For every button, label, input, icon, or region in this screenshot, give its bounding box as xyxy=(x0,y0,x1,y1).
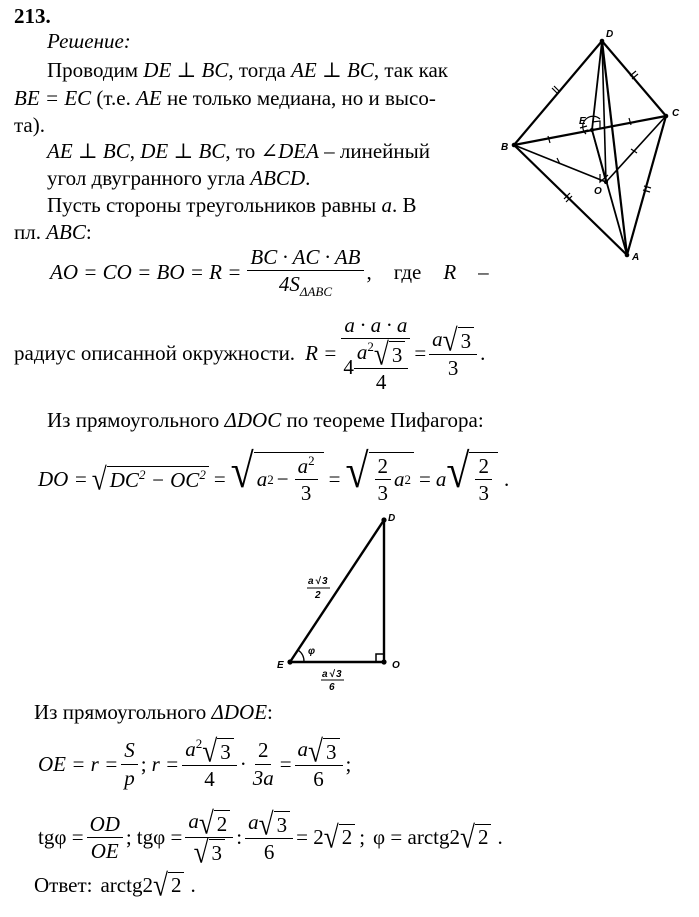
leg-label-den: 6 xyxy=(329,682,335,693)
edge-DC xyxy=(602,41,666,116)
paragraph-3-line-2: пл. ABC: xyxy=(14,220,92,244)
solution-title: Решение: xyxy=(47,29,131,53)
hyp-label-den: 2 xyxy=(315,590,321,601)
leg-label-sqrt: √ xyxy=(329,669,335,680)
formula-OE: OE = r = $\frac{S}{p}$ ; r = $a^2$ √ 3 4 · $\frac{2}{3a}$ = a √ 3 6 ; xyxy=(38,733,352,791)
formula-circumradius: AO = CO = BO = R = $\frac{BC \cdot AC \cdot AB}{4S_{\Delta ABC}}$ , где R – xyxy=(50,245,489,300)
formula-radius-value: радиус описанной окружности. R = a · a · a 4 $a^2$ √ 3 4 = a √ 3 3 . xyxy=(14,313,486,395)
formula-DO: DO = √ $DC^2 - OC^2$ = √ a 2 − $\frac{a^2}{3}$ = √ $\frac{2}{3}$ a 2 = a √ $\frac{2}{3}$ . xyxy=(38,445,510,506)
paragraph-3-line-1: Пусть стороны треугольников равны a. В xyxy=(47,193,417,217)
pyramid-figure xyxy=(500,24,695,269)
label-C: C xyxy=(672,108,680,119)
label-O: O xyxy=(392,660,400,671)
paragraph-2-line-2: угол двугранного угла ABCD. xyxy=(47,166,311,190)
label-E: E xyxy=(277,660,284,671)
answer: Ответ: arctg2 √ 2 . xyxy=(34,867,196,903)
paragraph-1-line-1: Проводим DE ⊥ BC, тогда AE ⊥ BC, так как xyxy=(47,58,448,82)
label-A: A xyxy=(632,252,640,263)
paragraph-2-line-1: AE ⊥ BC, DE ⊥ BC, то ∠DEA – линейный xyxy=(47,139,431,163)
formula-tg: tgφ = $\frac{OD}{OE}$ ; tgφ = a √ 2 √ 3 : a √ 3 6 = 2 √ 2 ; φ = arctg2 √ 2 . xyxy=(38,805,503,870)
doe-title: Из прямоугольного ΔDOE: xyxy=(34,700,273,724)
answer-label: Ответ: xyxy=(34,873,93,898)
edge-BD xyxy=(514,41,602,145)
label-E: E xyxy=(579,116,586,127)
label-B: B xyxy=(501,142,509,153)
problem-number: 213. xyxy=(14,4,51,28)
paragraph-1-line-2: BE = EC (т.е. AE не только медиана, но и высо- xyxy=(14,86,436,110)
edge-BA xyxy=(514,145,627,255)
label-O: O xyxy=(594,186,602,197)
triangle-doe-figure xyxy=(268,506,418,696)
label-D: D xyxy=(606,29,614,40)
paragraph-1-line-3: та). xyxy=(14,113,45,137)
answer-value: arctg2 xyxy=(100,873,153,898)
label-phi: φ xyxy=(308,646,316,657)
angle-phi-arc xyxy=(298,650,304,662)
edge-ED xyxy=(290,520,384,662)
hyp-label-a: a xyxy=(308,576,314,587)
leg-label-a: a xyxy=(322,669,328,680)
edge-EO xyxy=(592,130,606,182)
hyp-label-sqrt: √ xyxy=(315,576,321,587)
hyp-label-root: 3 xyxy=(322,576,328,587)
label-D: D xyxy=(388,513,396,524)
leg-label-root: 3 xyxy=(336,669,342,680)
pythagoras-title: Из прямоугольного ΔDOC по теореме Пифагора: xyxy=(47,408,484,432)
